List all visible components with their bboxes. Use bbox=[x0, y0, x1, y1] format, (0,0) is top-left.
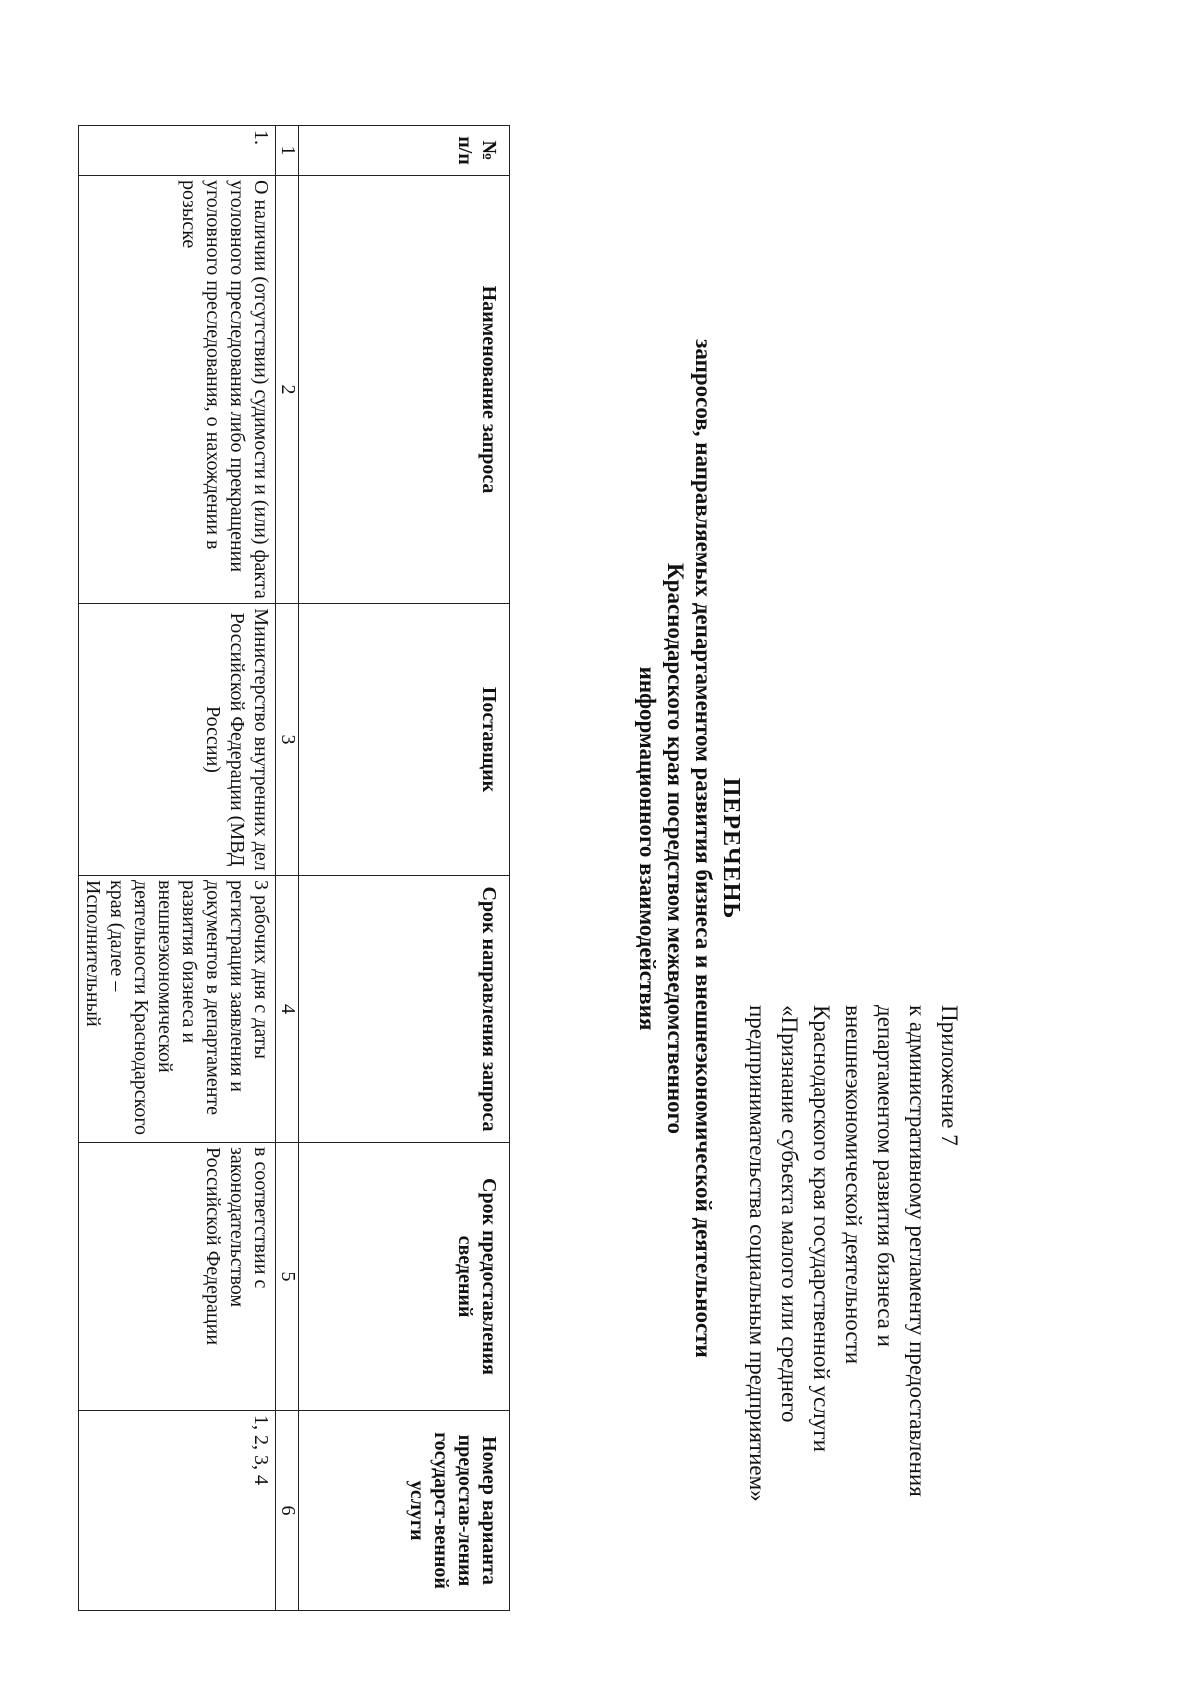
header-cell-supplier: Поставщик bbox=[299, 604, 510, 876]
appendix-note bbox=[741, 1005, 965, 1645]
row-provide-term: в соответствии с законодательством Российской Федерации bbox=[79, 1143, 276, 1411]
header-cell-request: Наименование запроса bbox=[299, 176, 510, 604]
appendix-line: департаментом развития бизнеса и bbox=[873, 1005, 898, 1347]
column-number: 5 bbox=[276, 1143, 299, 1411]
document-heading bbox=[633, 0, 745, 1697]
header-cell-number: № п/п bbox=[299, 126, 510, 176]
header-cell-variant: Номер варианта предостав-ления государст-венной услуги bbox=[299, 1411, 510, 1611]
row-request: О наличии (отсутствии) судимости и (или) факта уголовного преследования либо прекращении уголовного преследования, о нахождении в розыске bbox=[79, 176, 276, 604]
appendix-line: к административному регламенту предоставления bbox=[905, 1005, 930, 1497]
appendix-line: Краснодарского края государственной услуги bbox=[809, 1005, 834, 1452]
header-cell-send-term: Срок направления запроса bbox=[299, 876, 510, 1143]
table-header-row bbox=[299, 126, 510, 1611]
row-supplier: Министерство внутренних дел Российской Федерации (МВД России) bbox=[79, 604, 276, 876]
column-number: 3 bbox=[276, 604, 299, 876]
requests-table bbox=[78, 125, 510, 1611]
row-send-term: 3 рабочих дня с даты регистрации заявления и документов в департаменте развития бизнеса и внешнеэкономической деятельности Краснодарского края (далее – Исполнительный bbox=[79, 876, 276, 1143]
appendix-line: внешнеэкономической деятельности bbox=[841, 1005, 866, 1365]
column-number: 6 bbox=[276, 1411, 299, 1611]
appendix-line: Приложение 7 bbox=[937, 1005, 962, 1146]
document-title: ПЕРЕЧЕНЬ bbox=[718, 777, 744, 920]
heading-line: Краснодарского края посредством межведомственного bbox=[663, 562, 688, 1134]
column-number: 2 bbox=[276, 176, 299, 604]
appendix-line: предпринимательства социальным предприятием» bbox=[745, 1005, 770, 1502]
header-cell-provide-term: Срок предоставления сведений bbox=[299, 1143, 510, 1411]
heading-line: информационного взаимодействия bbox=[635, 666, 660, 1031]
table-row bbox=[79, 126, 276, 1611]
column-number: 1 bbox=[276, 126, 299, 176]
heading-line: запросов, направляемых департаментом развития бизнеса и внешнеэкономической деятельности bbox=[691, 339, 716, 1358]
column-number-row bbox=[276, 126, 299, 1611]
appendix-line: «Признание субъекта малого или среднего bbox=[777, 1005, 802, 1423]
column-number: 4 bbox=[276, 876, 299, 1143]
row-number: 1. bbox=[79, 126, 276, 176]
row-variant: 1, 2, 3, 4 bbox=[79, 1411, 276, 1611]
